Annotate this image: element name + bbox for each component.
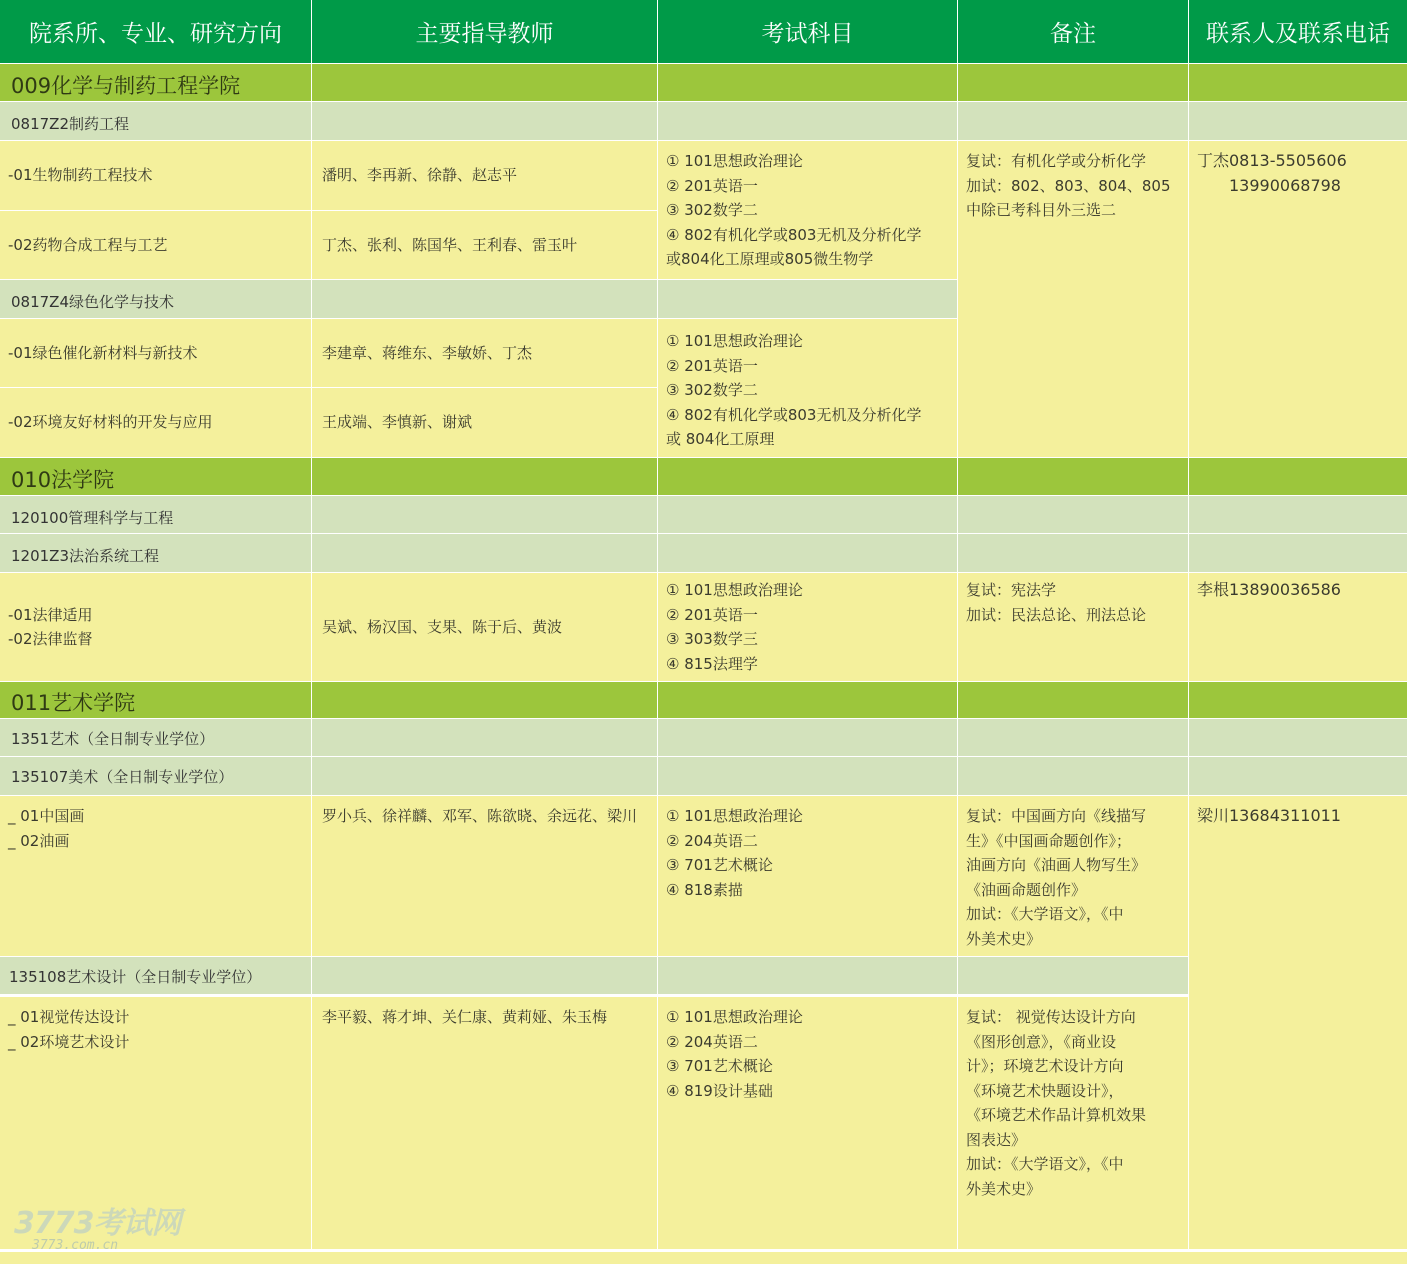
contact-cell: [1189, 573, 1407, 682]
major-fill: [958, 957, 1189, 997]
exams-cell: [658, 573, 958, 682]
exam-item: ④ 815法理学: [666, 654, 758, 673]
note-line: 中除已考科目外三选二: [966, 201, 1117, 219]
direction-text: -01生物制药工程技术: [8, 166, 153, 185]
exam-item: ③ 701艺术概论: [666, 856, 773, 874]
major-title: 1351艺术（全日制专业学位）: [11, 730, 215, 748]
major-row: [0, 957, 312, 997]
section-fill: [658, 64, 958, 102]
major-fill: [1189, 496, 1407, 534]
direction-text: _ 01中国画: [8, 807, 85, 825]
major-fill: [312, 534, 658, 573]
teachers-text: 潘明、李再新、徐静、赵志平: [322, 166, 518, 185]
section-fill: [958, 682, 1189, 719]
exams-cell: [658, 141, 958, 280]
major-fill: [1189, 719, 1407, 757]
direction-cell: [0, 319, 312, 388]
direction-cell: [0, 211, 312, 280]
exam-item: ① 101思想政治理论: [666, 581, 803, 599]
major-fill: [312, 757, 658, 796]
notes-cell: [958, 573, 1189, 682]
note-line: 外美术史》: [966, 1179, 1042, 1198]
exam-item: ① 101思想政治理论: [666, 1008, 803, 1026]
note-line: 外美术史》: [966, 929, 1042, 948]
teachers-text: 李平毅、蒋才坤、关仁康、黄莉娅、朱玉梅: [322, 1008, 608, 1026]
exam-item: ④ 819设计基础: [666, 1081, 773, 1100]
notes-cell: [958, 141, 1189, 458]
note-line: 《油画命题创作》: [966, 880, 1087, 899]
major-fill: [312, 957, 658, 997]
major-title: 120100管理科学与工程: [11, 509, 174, 527]
direction-text: _ 02油画: [8, 831, 70, 850]
major-row: [0, 719, 312, 757]
major-row: [0, 757, 312, 796]
major-row: [0, 496, 312, 534]
exam-item: ② 204英语二: [666, 831, 758, 850]
contact-line: 丁杰0813-5505606: [1197, 151, 1347, 170]
exam-item: ④ 818素描: [666, 880, 743, 899]
section-row-chemistry: [0, 64, 312, 102]
major-fill: [1189, 757, 1407, 796]
note-line: 图表达》: [966, 1130, 1027, 1149]
exam-item: ② 204英语二: [666, 1032, 758, 1051]
major-title: 0817Z4绿色化学与技术: [11, 293, 174, 311]
direction-text: -02法律监督: [8, 630, 93, 648]
note-line: 加试：民法总论、刑法总论: [966, 605, 1147, 624]
section-fill: [658, 458, 958, 496]
major-title: 0817Z2制药工程: [11, 115, 129, 133]
notes-cell: [958, 997, 1189, 1250]
direction-cell: [0, 796, 312, 957]
header-contact: 联系人及联系电话: [1189, 0, 1407, 64]
contact-line: 13990068798: [1229, 175, 1341, 195]
note-line: 《环境艺术快题设计》，: [966, 1081, 1124, 1100]
section-fill: [958, 64, 1189, 102]
exam-item: ③ 302数学二: [666, 381, 758, 399]
major-row: [0, 102, 312, 141]
contact-cell: [1189, 141, 1407, 458]
major-row: [0, 534, 312, 573]
section-title: 009化学与制药工程学院: [11, 74, 241, 98]
section-title: 011艺术学院: [11, 691, 136, 715]
teachers-cell: [312, 319, 658, 388]
exam-item: ② 201英语一: [666, 605, 758, 624]
exam-item: ③ 302数学二: [666, 201, 758, 219]
contact-line: 李根13890036586: [1197, 580, 1341, 599]
section-title: 010法学院: [11, 468, 115, 492]
section-fill: [1189, 64, 1407, 102]
major-fill: [312, 719, 658, 757]
note-line: 《图形创意》，《商业设: [966, 1032, 1117, 1051]
major-title: 1201Z3法治系统工程: [11, 547, 159, 565]
note-line: 计》；环境艺术设计方向: [966, 1057, 1124, 1075]
direction-text: -01绿色催化新材料与新技术: [8, 343, 198, 362]
major-fill: [658, 957, 958, 997]
major-fill: [658, 534, 958, 573]
major-fill: [312, 280, 658, 319]
direction-text: -02环境友好材料的开发与应用: [8, 413, 213, 432]
section-fill: [1189, 458, 1407, 496]
section-fill: [312, 682, 658, 719]
major-fill: [1189, 102, 1407, 141]
exam-item: ① 101思想政治理论: [666, 807, 803, 825]
teachers-text: 罗小兵、徐祥麟、邓军、陈欲晓、余远花、梁川: [322, 807, 638, 825]
note-line: 复试：宪法学: [966, 581, 1057, 599]
header-notes: 备注: [958, 0, 1189, 64]
note-line: 复试：有机化学或分析化学: [966, 152, 1147, 170]
note-line: 《环境艺术作品计算机效果: [966, 1106, 1147, 1124]
major-fill: [658, 280, 958, 319]
exam-item: 或 804化工原理: [666, 430, 775, 448]
note-line: 复试： 视觉传达设计方向: [966, 1008, 1136, 1026]
teachers-cell: [312, 211, 658, 280]
header-direction: 院系所、专业、研究方向: [0, 0, 312, 64]
exam-item: ① 101思想政治理论: [666, 152, 803, 170]
teachers-text: 李建章、蒋维东、李敏娇、丁杰: [322, 343, 533, 362]
direction-text: _ 02环境艺术设计: [8, 1032, 130, 1051]
direction-cell: [0, 573, 312, 682]
major-fill: [958, 719, 1189, 757]
direction-text: _ 01视觉传达设计: [8, 1008, 130, 1026]
major-fill: [312, 496, 658, 534]
teachers-cell: [312, 388, 658, 458]
watermark-logo: 3773考试网: [14, 1206, 181, 1241]
exam-item: ③ 303数学三: [666, 630, 758, 648]
major-fill: [958, 102, 1189, 141]
watermark-url: 3773.com.cn: [32, 1238, 119, 1253]
exam-item: ④ 802有机化学或803无机及分析化学: [666, 225, 922, 244]
teachers-cell: [312, 141, 658, 211]
section-fill: [1189, 682, 1407, 719]
major-fill: [1189, 534, 1407, 573]
exam-item: ② 201英语一: [666, 176, 758, 195]
note-line: 复试：中国画方向《线描写: [966, 807, 1147, 825]
section-row-law: [0, 458, 312, 496]
major-fill: [958, 534, 1189, 573]
teachers-cell: [312, 796, 658, 957]
section-fill: [312, 458, 658, 496]
major-title: 135108艺术设计（全日制专业学位）: [9, 968, 262, 986]
major-row: [0, 280, 312, 319]
teachers-text: 吴斌、杨汉国、支果、陈于后、黄波: [322, 617, 563, 636]
note-line: 生》《中国画命题创作》；: [966, 831, 1132, 850]
exam-item: ② 201英语一: [666, 356, 758, 375]
section-fill: [658, 682, 958, 719]
teachers-cell: [312, 997, 658, 1250]
direction-text: -01法律适用: [8, 605, 93, 624]
direction-cell: [0, 388, 312, 458]
major-fill: [658, 102, 958, 141]
direction-text: -02药物合成工程与工艺: [8, 235, 168, 254]
exam-item: ① 101思想政治理论: [666, 332, 803, 350]
exam-item: ③ 701艺术概论: [666, 1057, 773, 1075]
major-fill: [958, 757, 1189, 796]
section-fill: [958, 458, 1189, 496]
teachers-text: 王成端、李慎新、谢斌: [322, 413, 473, 432]
teachers-text: 丁杰、张利、陈国华、王利春、雷玉叶: [322, 235, 578, 254]
major-fill: [958, 496, 1189, 534]
major-fill: [658, 719, 958, 757]
header-exams: 考试科目: [658, 0, 958, 64]
exam-item: ④ 802有机化学或803无机及分析化学: [666, 405, 922, 424]
exam-item: 或804化工原理或805微生物学: [666, 250, 874, 268]
major-fill: [312, 102, 658, 141]
teachers-cell: [312, 573, 658, 682]
bottom-strip: [0, 1250, 1407, 1265]
site-watermark: [14, 1198, 181, 1253]
note-line: 加试：《大学语文》，《中: [966, 1155, 1124, 1173]
section-row-art: [0, 682, 312, 719]
note-line: 油画方向《油画人物写生》: [966, 856, 1147, 874]
major-fill: [658, 496, 958, 534]
contact-cell: [1189, 796, 1407, 1250]
header-teachers: 主要指导教师: [312, 0, 658, 64]
major-title: 135107美术（全日制专业学位）: [11, 768, 234, 786]
note-line: 加试：802、803、804、805: [966, 176, 1171, 195]
direction-cell: [0, 141, 312, 211]
major-fill: [658, 757, 958, 796]
exams-cell: [658, 319, 958, 458]
section-fill: [312, 64, 658, 102]
note-line: 加试：《大学语文》，《中: [966, 905, 1124, 923]
exams-cell: [658, 796, 958, 957]
contact-line: 梁川13684311011: [1197, 806, 1341, 825]
exams-cell: [658, 997, 958, 1250]
notes-cell: [958, 796, 1189, 957]
